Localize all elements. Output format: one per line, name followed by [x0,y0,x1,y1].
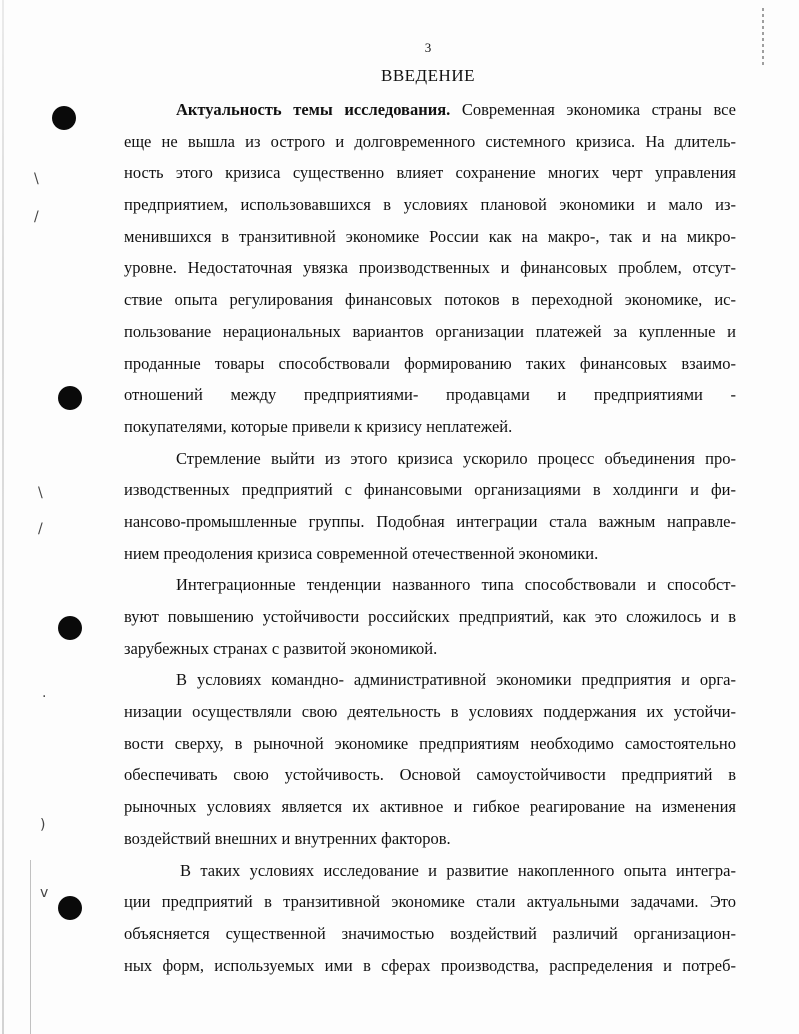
text-line: Интеграционные тенденции названного типа способствовали и способст- [176,575,736,595]
binder-hole [58,386,82,410]
section-heading: ВВЕДЕНИЕ [381,66,475,85]
text-line: предприятием, использовавшихся в условиях плановой экономики и мало из- [124,195,736,215]
body-text [124,94,736,981]
scan-mark: ) [40,817,46,833]
scan-mark: · [42,689,47,705]
text-line: еще не вышла из острого и долговременного системного кризиса. На длитель- [124,131,736,151]
text-line: воздействий внешних и внутренних факторов. [124,828,451,848]
scan-mark: / [34,209,39,225]
text-line: уровне. Недостаточная увязка производственных и финансовых проблем, отсут- [124,258,736,278]
text-line: обеспечивать свою устойчивость. Основой самоустойчивости предприятий в [124,765,736,785]
binder-hole [58,616,82,640]
scan-mark: v [40,885,49,901]
scan-left-edge [2,0,4,1034]
text-line: зарубежных странах с развитой экономикой. [124,638,438,658]
scan-left-edge-line [30,860,31,1034]
page-number: 3 [424,40,432,55]
text-line: вости сверху, в рыночной экономике предприятиям необходимо самостоятельно [124,733,736,753]
text-line: нансово-промышленные группы. Подобная интеграции стала важным направле- [124,511,736,531]
text-line: низации осуществляли свою деятельность в условиях поддержания их устойчи- [124,702,736,722]
scan-mark: \ [34,171,39,187]
text-line: менившихся в транзитивной экономике России как на макро-, так и на микро- [124,226,736,246]
text-line: Стремление выйти из этого кризиса ускорило процесс объединения про- [176,448,736,468]
text-line: нием преодоления кризиса современной отечественной экономики. [124,543,599,563]
text-line: вуют повышению устойчивости российских предприятий, как это сложилось и в [124,607,736,626]
scan-mark: \ [38,485,43,501]
binder-hole [52,106,76,130]
text-line: проданные товары способствовали формированию таких финансовых взаимо- [124,353,736,373]
text-line: отношений между предприятиями- продавцами и предприятиями - [124,385,736,405]
text-line: изводственных предприятий с финансовыми организациями в холдинги и фи- [124,480,736,500]
scan-mark: / [38,521,43,537]
text-line: объясняется существенной значимостью воздействий различий организацион- [124,923,736,943]
text-line: ность этого кризиса существенно влияет сохранение многих черт управления [124,163,736,183]
paragraph-lead: Актуальность темы исследования. [176,100,451,119]
binder-hole [58,896,82,920]
scan-right-edge [762,8,764,68]
text-line: В таких условиях исследование и развитие накопленного опыта интегра- [180,860,736,880]
text-line: рыночных условиях является их активное и гибкое реагирование на изменения [124,797,736,817]
text-line: пользование нерациональных вариантов организации платежей за купленные и [124,321,736,341]
text-line: покупателями, которые привели к кризису неплатежей. [124,416,513,436]
text-line: ных форм, используемых ими в сферах производства, распределения и потреб- [124,955,736,975]
text-line: ствие опыта регулирования финансовых потоков в переходной экономике, ис- [124,290,736,310]
text-line: ции предприятий в транзитивной экономике стали актуальными задачами. Это [124,892,736,912]
text-line: В условиях командно- административной экономики предприятия и орга- [176,670,736,690]
text-line: Актуальность темы исследования. Современная экономика страны все [176,100,736,119]
